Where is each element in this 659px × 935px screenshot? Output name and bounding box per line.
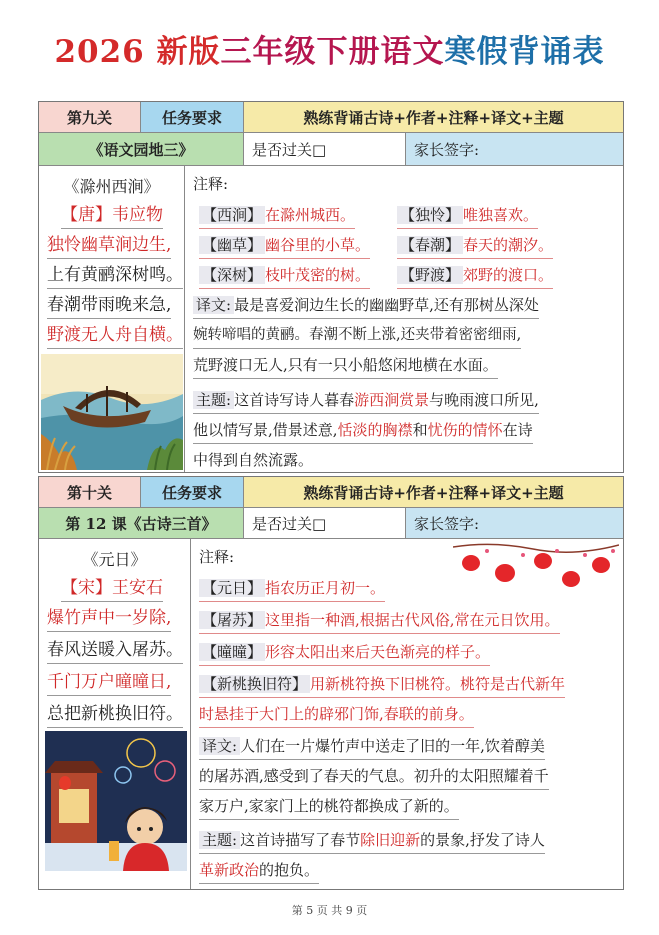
lanterns-decoration	[453, 539, 619, 595]
poem-line: 千门万户曈曈日,	[47, 671, 171, 696]
note-item: 【独怜】 唯独喜欢。	[397, 204, 538, 229]
requirement: 熟练背诵古诗+作者+注释+译文+主题	[244, 477, 623, 508]
lesson-label: 第 12 课《古诗三首》	[39, 508, 244, 539]
new-year-illustration	[45, 731, 187, 871]
poem-author-line: 【宋】王安石	[61, 577, 163, 602]
poem-column	[39, 166, 185, 472]
pass-checkbox[interactable]: 是否过关□	[244, 133, 406, 166]
poem-line: 春风送暖入屠苏。	[47, 639, 183, 664]
poem-title: 《元日》	[82, 550, 147, 569]
poem-column	[39, 539, 191, 889]
note-item: 【深树】 枝叶茂密的树。	[199, 264, 370, 289]
notes-area	[191, 539, 623, 889]
theme-line: 主题: 这首诗写诗人暮春游西涧赏景与晚雨渡口所见,	[193, 389, 539, 414]
task-label: 任务要求	[141, 477, 244, 508]
translation-line: 译文: 最是喜爱涧边生长的幽幽野草,还有那树丛深处	[193, 294, 539, 319]
poem-title: 《滁州西涧》	[63, 177, 160, 196]
note-item: 【新桃换旧符】 用新桃符换下旧桃符。桃符是古代新年	[199, 673, 565, 698]
theme-line: 主题: 这首诗描写了春节除旧迎新的景象,抒发了诗人	[199, 829, 545, 854]
note-item: 【曈曈】 形容太阳出来后天色渐亮的样子。	[199, 641, 490, 666]
requirement: 熟练背诵古诗+作者+注释+译文+主题	[244, 102, 623, 133]
poem-line: 野渡无人舟自横。	[47, 324, 183, 349]
level-label: 第九关	[39, 102, 141, 133]
poem-line: 上有黄鹂深树鸣。	[47, 264, 183, 289]
notes-label: 注释:	[199, 548, 235, 566]
poem-line: 爆竹声中一岁除,	[47, 607, 171, 632]
translation-line: 家万户,家家门上的桃符都换成了新的。	[199, 795, 459, 820]
section-9-table	[38, 101, 624, 473]
section-10-table	[38, 476, 624, 890]
theme-line: 中得到自然流露。	[193, 451, 314, 469]
note-item: 【春潮】 春天的潮汐。	[397, 234, 553, 259]
page-footer: 第 5 页 共 9 页	[291, 904, 368, 917]
poem-line: 春潮带雨晚来急,	[47, 294, 171, 319]
poem-author-line: 【唐】韦应物	[61, 204, 163, 229]
note-item: 【元日】 指农历正月初一。	[199, 577, 385, 602]
note-item: 【屠苏】 这里指一种酒,根据古代风俗,常在元日饮用。	[199, 609, 560, 634]
translation-line: 婉转啼唱的黄鹂。春潮不断上涨,还夹带着密密细雨,	[193, 324, 521, 349]
parent-signature: 家长签字:	[406, 133, 623, 166]
lesson-label: 《语文园地三》	[39, 133, 244, 166]
note-item: 【西涧】 在滁州城西。	[199, 204, 355, 229]
level-label: 第十关	[39, 477, 141, 508]
theme-line: 他以情写景,借景述意,恬淡的胸襟和忧伤的情怀在诗	[193, 419, 533, 444]
poem-line: 独怜幽草涧边生,	[47, 234, 171, 259]
note-item: 【野渡】 郊野的渡口。	[397, 264, 553, 289]
poem-line: 总把新桃换旧符。	[47, 703, 183, 728]
translation-line: 译文: 人们在一片爆竹声中送走了旧的一年,饮着醇美	[199, 735, 545, 760]
translation-line: 的屠苏酒,感受到了春天的气息。初升的太阳照耀着千	[199, 765, 549, 790]
note-item: 【幽草】 幽谷里的小草。	[199, 234, 370, 259]
page-title: 2026 新版三年级下册语文寒假背诵表	[54, 34, 605, 70]
theme-line: 革新政治的抱负。	[199, 859, 319, 884]
note-item: 时悬挂于大门上的辟邪门饰,春联的前身。	[199, 703, 474, 728]
task-label: 任务要求	[141, 102, 244, 133]
translation-line: 荒野渡口无人,只有一只小船悠闲地横在水面。	[193, 354, 498, 379]
pass-checkbox[interactable]: 是否过关□	[244, 508, 406, 539]
boat-illustration	[41, 354, 183, 470]
notes-label: 注释:	[193, 175, 229, 193]
notes-area	[185, 166, 623, 472]
parent-signature: 家长签字:	[406, 508, 623, 539]
